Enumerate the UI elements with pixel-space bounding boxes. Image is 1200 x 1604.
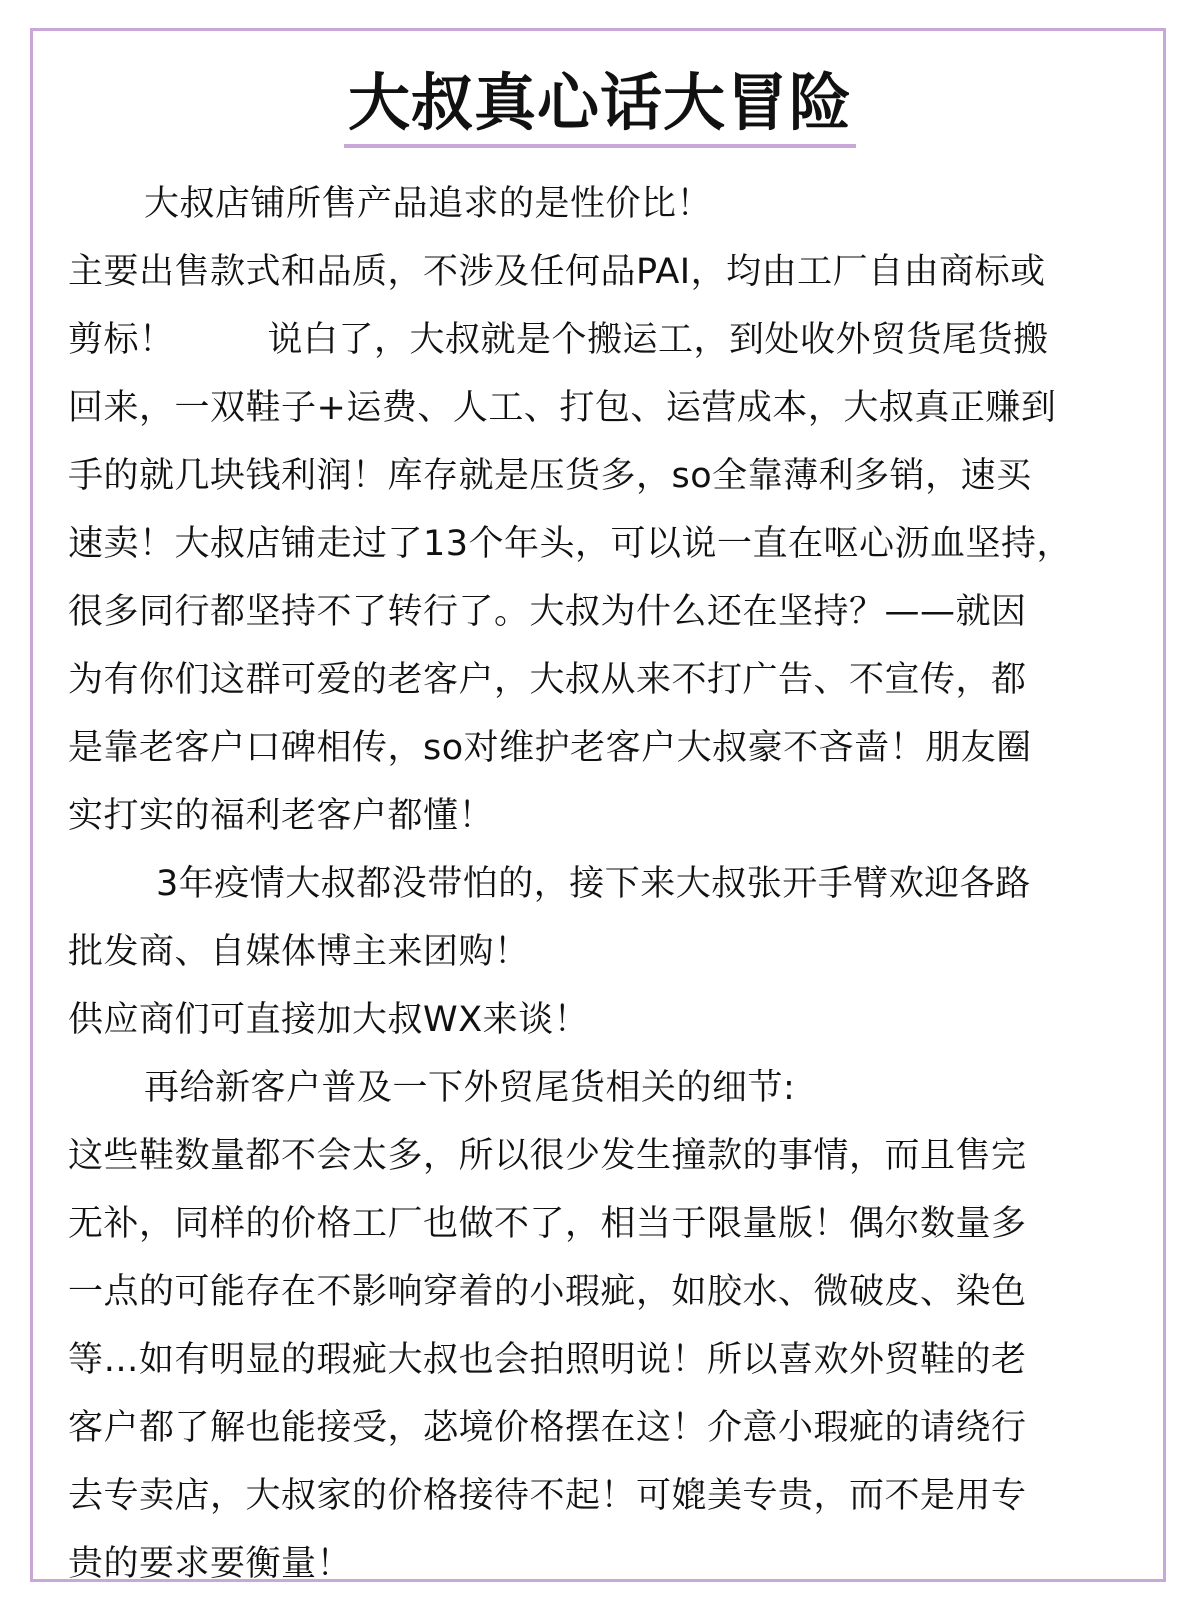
title-container — [0, 62, 1200, 148]
paragraph-line: 是靠老客户口碑相传，so对维护老客户大叔豪不吝啬！朋友圈 — [68, 728, 1032, 768]
paragraph-line: 一点的可能存在不影响穿着的小瑕疵，如胶水、微破皮、染色 — [68, 1272, 1027, 1312]
paragraph-line: 客户都了解也能接受，苾境价格摆在这！介意小瑕疵的请绕行 — [68, 1408, 1027, 1448]
paragraph-line: 回来，一双鞋子+运费、人工、打包、运营成本，大叔真正赚到 — [68, 388, 1057, 428]
paragraph-line: 主要出售款式和品质，不涉及任何品PAI，均由工厂自由商标或 — [68, 252, 1046, 292]
paragraph-line: 贵的要求要衡量！ — [68, 1544, 353, 1584]
paragraph-line: 为有你们这群可爱的老客户，大叔从来不打广告、不宣传，都 — [68, 660, 1027, 700]
paragraph-line: 这些鞋数量都不会太多，所以很少发生撞款的事情，而且售完 — [68, 1136, 1027, 1176]
paragraph-line: 很多同行都坚持不了转行了。大叔为什么还在坚持？——就因 — [68, 592, 1027, 632]
paragraph-line: 等…如有明显的瑕疵大叔也会拍照明说！所以喜欢外贸鞋的老 — [68, 1340, 1027, 1380]
paragraph-line: 剪标！ 说白了，大叔就是个搬运工，到处收外贸货尾货搬 — [68, 320, 1049, 360]
paragraph-line: 供应商们可直接加大叔WX来谈！ — [68, 1000, 590, 1040]
paragraph-line: 去专卖店，大叔家的价格接待不起！可媲美专贵，而不是用专 — [68, 1476, 1027, 1516]
paragraph-line: 3年疫情大叔都没带怕的，接下来大叔张开手臂欢迎各路 — [156, 864, 1031, 904]
paragraph-line: 速卖！大叔店铺走过了13个年头，可以说一直在呕心沥血坚持， — [68, 524, 1073, 564]
paragraph-line: 批发商、自媒体博主来团购！ — [68, 932, 530, 972]
paragraph-line: 实打实的福利老客户都懂！ — [68, 796, 495, 836]
page-title: 大叔真心话大冒险 — [344, 62, 856, 148]
paragraph-line: 再给新客户普及一下外贸尾货相关的细节: — [144, 1068, 796, 1108]
paragraph-line: 大叔店铺所售产品追求的是性价比！ — [144, 184, 713, 224]
paragraph-line: 无补，同样的价格工厂也做不了，相当于限量版！偶尔数量多 — [68, 1204, 1027, 1244]
paragraph-line: 手的就几块钱利润！库存就是压货多，so全靠薄利多销，速买 — [68, 456, 1032, 496]
article-body — [68, 170, 1158, 1598]
